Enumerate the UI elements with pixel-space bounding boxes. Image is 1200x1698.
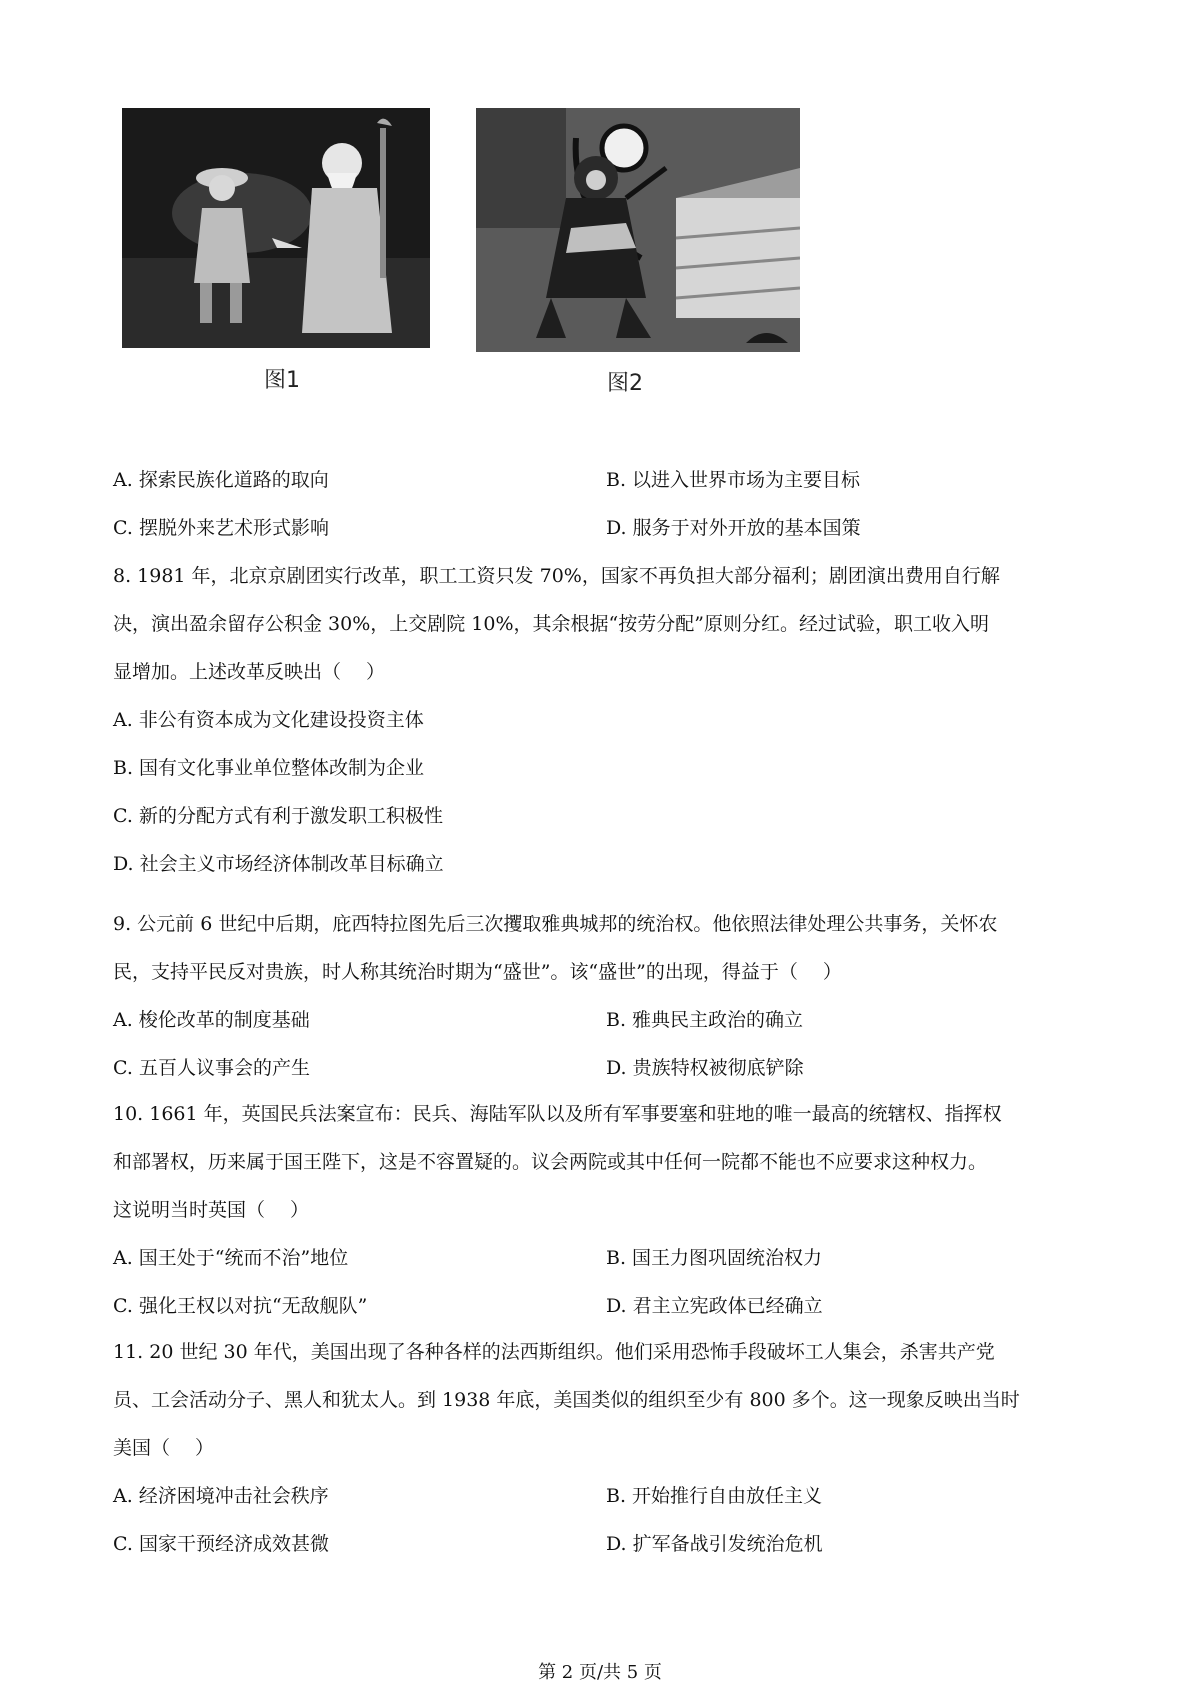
- option-d: D. 社会主义市场经济体制改革目标确立: [113, 853, 444, 875]
- question-11-stem-line: 员、工会活动分子、黑人和犹太人。到 1938 年底，美国类似的组织至少有 800 多个。这一现象反映出当时: [113, 1389, 1020, 1411]
- option-b: B. 雅典民主政治的确立: [606, 1009, 804, 1031]
- option-c: C. 摆脱外来艺术形式影响: [113, 517, 329, 539]
- question-11-stem-line: 11. 20 世纪 30 年代，美国出现了各种各样的法西斯组织。他们采用恐怖手段破坏工人集会，杀害共产党: [113, 1341, 995, 1363]
- option-b: B. 国有文化事业单位整体改制为企业: [113, 757, 425, 779]
- option-a: A. 探索民族化道路的取向: [113, 469, 329, 491]
- question-8-stem-line: 决，演出盈余留存公积金 30%，上交剧院 10%，其余根据“按劳分配”原则分红。经过试验，职工收入明: [113, 613, 989, 635]
- option-c: C. 新的分配方式有利于激发职工积极性: [113, 805, 443, 827]
- figures-area: [122, 108, 802, 398]
- question-10-stem-line: 这说明当时英国（ ）: [113, 1199, 310, 1221]
- figure-1-caption: 图1: [264, 368, 300, 393]
- question-8: [113, 552, 1103, 888]
- question-8-stem-line: 8. 1981 年，北京京剧团实行改革，职工工资只发 70%，国家不再负担大部分福利；剧团演出费用自行解: [113, 565, 1000, 587]
- option-b: B. 国王力图巩固统治权力: [606, 1247, 823, 1269]
- option-a: A. 经济困境冲击社会秩序: [113, 1485, 329, 1507]
- figure-1-image: [122, 108, 430, 348]
- question-11: [113, 1328, 1103, 1568]
- question-8-stem-line: 显增加。上述改革反映出（ ）: [113, 661, 386, 683]
- option-c: C. 强化王权以对抗“无敌舰队”: [113, 1295, 368, 1317]
- option-b: B. 以进入世界市场为主要目标: [606, 469, 861, 491]
- figure-2-caption: 图2: [607, 371, 643, 396]
- figure-2-image: [476, 108, 800, 352]
- option-d: D. 贵族特权被彻底铲除: [606, 1057, 804, 1079]
- option-b: B. 开始推行自由放任主义: [606, 1485, 823, 1507]
- option-c: C. 五百人议事会的产生: [113, 1057, 310, 1079]
- option-d: D. 服务于对外开放的基本国策: [606, 517, 861, 539]
- question-7-options: [113, 456, 1103, 552]
- question-10-stem-line: 10. 1661 年，英国民兵法案宣布：民兵、海陆军队以及所有军事要塞和驻地的唯一最高的统辖权、指挥权: [113, 1103, 1002, 1125]
- question-9-stem-line: 9. 公元前 6 世纪中后期，庇西特拉图先后三次攫取雅典城邦的统治权。他依照法律处理公共事务，关怀农: [113, 913, 998, 935]
- option-d: D. 扩军备战引发统治危机: [606, 1533, 823, 1555]
- question-10: [113, 1090, 1103, 1330]
- question-9: [113, 900, 1103, 1092]
- option-a: A. 国王处于“统而不治”地位: [113, 1247, 349, 1269]
- question-10-stem-line: 和部署权，历来属于国王陛下，这是不容置疑的。议会两院或其中任何一院都不能也不应要求这种权力。: [113, 1151, 988, 1173]
- question-9-stem-line: 民，支持平民反对贵族，时人称其统治时期为“盛世”。该“盛世”的出现，得益于（ ）: [113, 961, 842, 983]
- question-11-stem-line: 美国（ ）: [113, 1437, 215, 1459]
- page-number-footer: 第 2 页/共 5 页: [538, 1662, 662, 1683]
- option-a: A. 梭伦改革的制度基础: [113, 1009, 310, 1031]
- option-a: A. 非公有资本成为文化建设投资主体: [113, 709, 424, 731]
- option-c: C. 国家干预经济成效甚微: [113, 1533, 329, 1555]
- option-d: D. 君主立宪政体已经确立: [606, 1295, 823, 1317]
